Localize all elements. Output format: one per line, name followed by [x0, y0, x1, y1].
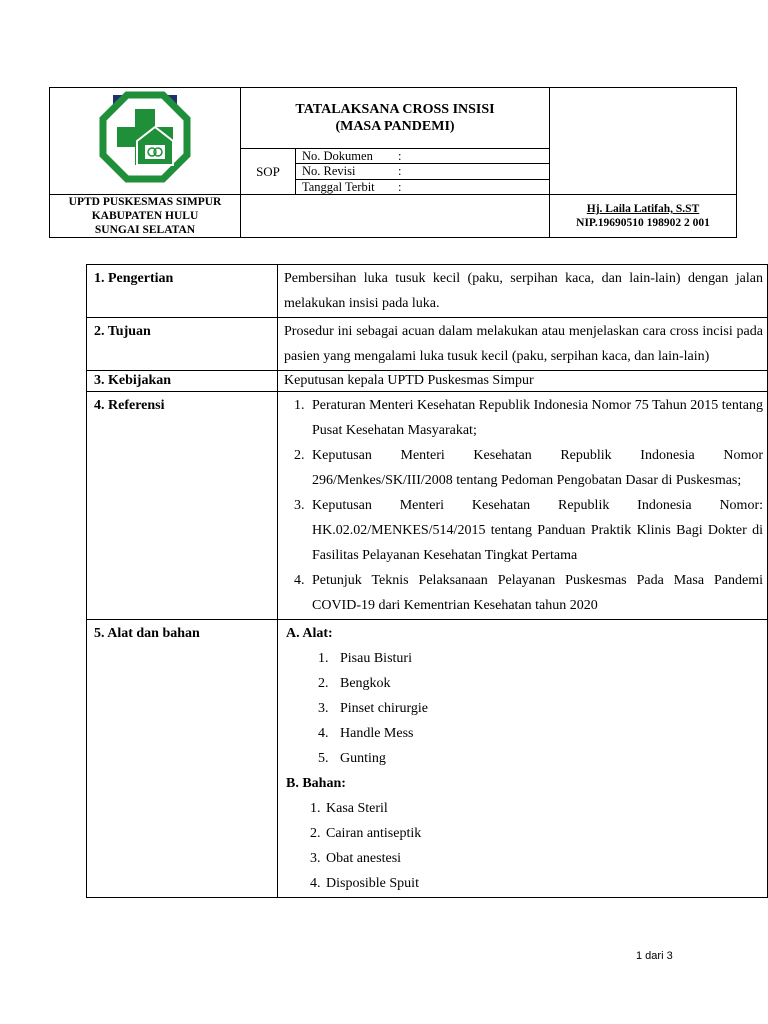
row-alat-bahan [87, 620, 768, 898]
reference-item: 3. Keputusan Menteri Kesehatan Republik Indonesia Nomor: HK.02.02/MENKES/514/2015 tentang Panduan Praktik Klinis Bagi Dokter di Fasilitas Pelayanan Kesehatan Tingkat Pertama [308, 493, 763, 568]
alat-item: 3. Pinset chirurgie [332, 696, 763, 721]
doc-field-label: No. Revisi [302, 164, 356, 178]
row-referensi [87, 392, 768, 620]
reference-list [284, 393, 763, 618]
page-number: 1 dari 3 [636, 950, 673, 962]
section-text-kebijakan: Keputusan kepala UPTD Puskesmas Simpur [278, 371, 768, 392]
doc-field-tanggal [296, 180, 550, 195]
reference-item: 2. Keputusan Menteri Kesehatan Republik Indonesia Nomor 296/Menkes/SK/III/2008 tentang Pedoman Pengobatan Dasar di Puskesmas; [308, 443, 763, 493]
approval-blank-cell [550, 88, 737, 195]
doc-field-label: No. Dokumen [302, 149, 373, 163]
org-line-1: UPTD PUSKESMAS SIMPUR [68, 196, 222, 208]
alat-item: 2. Bengkok [332, 671, 763, 696]
bahan-item: 3. Obat anestesi [324, 846, 763, 871]
org-line-3: SUNGAI SELATAN [94, 224, 196, 236]
doc-field-label: Tanggal Terbit [302, 180, 375, 194]
doc-field-revisi [296, 164, 550, 180]
title-line-2: (MASA PANDEMI) [335, 119, 455, 134]
bahan-item: 2. Cairan antiseptik [324, 821, 763, 846]
section-alat-bahan-content [278, 620, 768, 898]
bahan-item: 4. Disposible Spuit [324, 871, 763, 896]
logo-cell [50, 88, 241, 195]
row-pengertian [87, 265, 768, 318]
blank-footer-cell [241, 195, 550, 238]
signer-nip: NIP.19690510 198902 2 001 [576, 217, 710, 229]
section-text-pengertian: Pembersihan luka tusuk kecil (paku, serpihan kaca, dan lain-lain) dengan jalan melakukan insisi pada luka. [278, 265, 768, 318]
alat-item: 4. Handle Mess [332, 721, 763, 746]
alat-item: 1. Pisau Bisturi [332, 646, 763, 671]
title-line-1: TATALAKSANA CROSS INSISI [295, 102, 495, 117]
section-text-tujuan: Prosedur ini sebagai acuan dalam melakukan atau menjelaskan cara cross incisi pada pasien yang mengalami luka tusuk kecil (paku, serpihan kaca, dan lain-lain) [278, 318, 768, 371]
alat-heading: A. Alat: [286, 626, 333, 641]
section-label-pengertian: 1. Pengertian [87, 265, 278, 318]
signer-block [550, 195, 737, 238]
row-kebijakan [87, 371, 768, 392]
section-label-kebijakan: 3. Kebijakan [87, 371, 278, 392]
row-tujuan [87, 318, 768, 371]
sop-content-table [86, 264, 768, 898]
section-label-tujuan: 2. Tujuan [87, 318, 278, 371]
sop-label: SOP [241, 149, 296, 195]
doc-field-sep: : [398, 164, 402, 178]
section-label-alat-bahan: 5. Alat dan bahan [87, 620, 278, 898]
org-line-2: KABUPATEN HULU [91, 210, 199, 222]
document-title [241, 88, 550, 149]
doc-field-sep: : [398, 180, 402, 194]
header-table [49, 87, 737, 238]
alat-list [284, 646, 763, 771]
doc-field-sep: : [398, 149, 402, 163]
puskesmas-logo-icon [95, 91, 195, 187]
doc-field-nomor [296, 149, 550, 164]
bahan-list [284, 796, 763, 896]
section-label-referensi: 4. Referensi [87, 392, 278, 620]
bahan-heading: B. Bahan: [286, 776, 346, 791]
reference-item: 4. Petunjuk Teknis Pelaksanaan Pelayanan Puskesmas Pada Masa Pandemi COVID-19 dari Kementrian Kesehatan tahun 2020 [308, 568, 763, 618]
organization-name [50, 195, 241, 238]
section-referensi-list [278, 392, 768, 620]
bahan-item: 1. Kasa Steril [324, 796, 763, 821]
reference-item: 1. Peraturan Menteri Kesehatan Republik Indonesia Nomor 75 Tahun 2015 tentang Pusat Kesehatan Masyarakat; [308, 393, 763, 443]
signer-name: Hj. Laila Latifah, S.ST [586, 203, 700, 215]
alat-item: 5. Gunting [332, 746, 763, 771]
